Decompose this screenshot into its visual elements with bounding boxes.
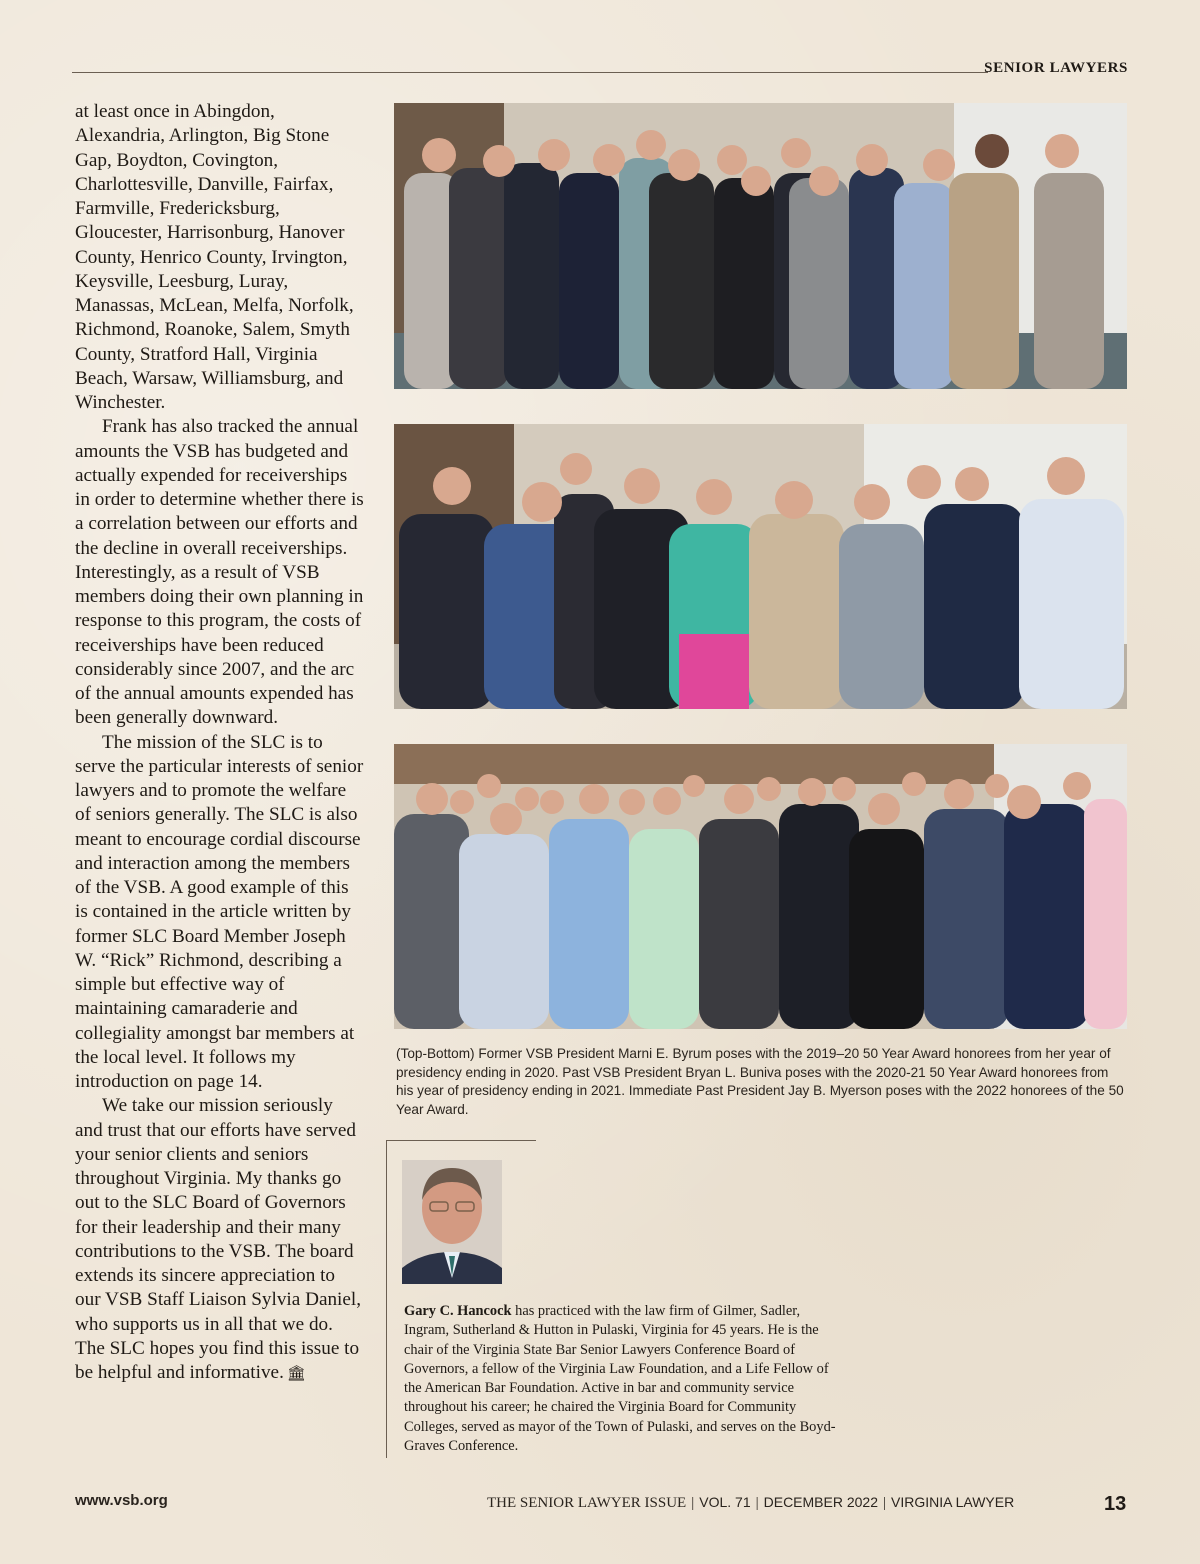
group-photo-2019-20-image bbox=[394, 103, 1127, 389]
group-photo-2020-21 bbox=[394, 424, 1127, 709]
footer-publication: VIRGINIA LAWYER bbox=[891, 1494, 1015, 1510]
article-paragraph-4 bbox=[75, 1094, 365, 1386]
footer-separator: | bbox=[883, 1495, 887, 1511]
group-photo-2022 bbox=[394, 744, 1127, 1029]
photo-caption: (Top-Bottom) Former VSB President Marni E. Byrum poses with the 2019–20 50 Year Award honorees from her year of presidency ending in 2020. Past VSB President Bryan L. Buniva poses with the 2020-21 50 Year Award honorees from his year of presidency ending in 2021. Immediate Past President Jay B. Myerson poses with the 2022 honorees of the 50 Year Award. bbox=[396, 1046, 1124, 1117]
bio-rule-left bbox=[386, 1140, 387, 1458]
footer-issue: THE SENIOR LAWYER ISSUE bbox=[487, 1495, 687, 1511]
footer-date: DECEMBER 2022 bbox=[763, 1494, 879, 1510]
author-bio-text: has practiced with the law firm of Gilmer, Sadler, Ingram, Sutherland & Hutton in Pulaski, Virginia for 45 years. He is the chair of the Virginia State Bar Senior Lawyers Conference Board of Governors, a fellow of the Virginia Law Foundation, and a Life Fellow of the American Bar Foundation. Active in bar and community service throughout his career; he chaired the Virginia Board for Community Colleges, served as mayor of the Town of Pulaski, and serves on the Boyd-Graves Conference. bbox=[404, 1303, 836, 1455]
footer-volume: VOL. 71 bbox=[699, 1494, 751, 1510]
author-bio bbox=[404, 1302, 844, 1456]
footer-website[interactable]: www.vsb.org bbox=[75, 1492, 168, 1509]
article-paragraph-3: The mission of the SLC is to serve the particular interests of senior lawyers and to promote the welfare of seniors generally. The SLC is also meant to encourage cordial discourse and interaction among the members of the VSB. A good example of this is contained in the article written by former SLC Board Member Joseph W. “Rick” Richmond, describing a simple but effective way of maintaining camaraderie and collegiality amongst bar members at the local level. It follows my introduction on page 14. bbox=[75, 731, 364, 1092]
header-rule bbox=[72, 72, 988, 73]
footer-separator: | bbox=[691, 1495, 695, 1511]
group-photo-2019-20 bbox=[394, 103, 1127, 389]
article-paragraph-2: Frank has also tracked the annual amounts the VSB has budgeted and actually expended for receiverships in order to determine whether there is a correlation between our efforts and the decline in overall receiverships. Interestingly, as a result of VSB members doing their own planning in response to this program, the costs of receiverships have been reduced considerably since 2007, and the arc of the annual amounts expended has been generally downward. bbox=[75, 416, 364, 729]
group-photo-2022-image bbox=[394, 744, 1127, 1029]
author-headshot-image bbox=[402, 1160, 502, 1284]
group-photo-2020-21-image bbox=[394, 424, 1127, 709]
bio-rule-top bbox=[386, 1140, 536, 1141]
article-paragraph-4-text: We take our mission seriously and trust that our efforts have served your senior clients and seniors throughout Virginia. My thanks go out to the SLC Board of Governors for their leadership and their many contributions to the VSB. The board extends its sincere appreciation to our VSB Staff Liaison Sylvia Daniel, who supports us in all that we do. The SLC hopes you find this issue to be helpful and informative. bbox=[75, 1095, 362, 1383]
bank-icon: 🏛 bbox=[286, 1366, 306, 1382]
footer-separator: | bbox=[755, 1495, 759, 1511]
page-number: 13 bbox=[1104, 1493, 1127, 1515]
author-headshot bbox=[402, 1160, 502, 1284]
article-column bbox=[75, 100, 365, 1386]
footer-issue-line bbox=[487, 1494, 1014, 1512]
section-label: SENIOR LAWYERS bbox=[984, 60, 1128, 76]
author-name: Gary C. Hancock bbox=[404, 1303, 512, 1319]
article-paragraph-1: at least once in Abingdon, Alexandria, Arlington, Big Stone Gap, Boydton, Covington, Charlottesville, Danville, Fairfax, Farmville, Fredericksburg, Gloucester, Harrisonburg, Hanover County, Henrico County, Irvington, Keysville, Leesburg, Luray, Manassas, McLean, Melfa, Norfolk, Richmond, Roanoke, Salem, Smyth County, Stratford Hall, Virginia Beach, Warsaw, Williamsburg, and Winchester. bbox=[75, 101, 354, 413]
